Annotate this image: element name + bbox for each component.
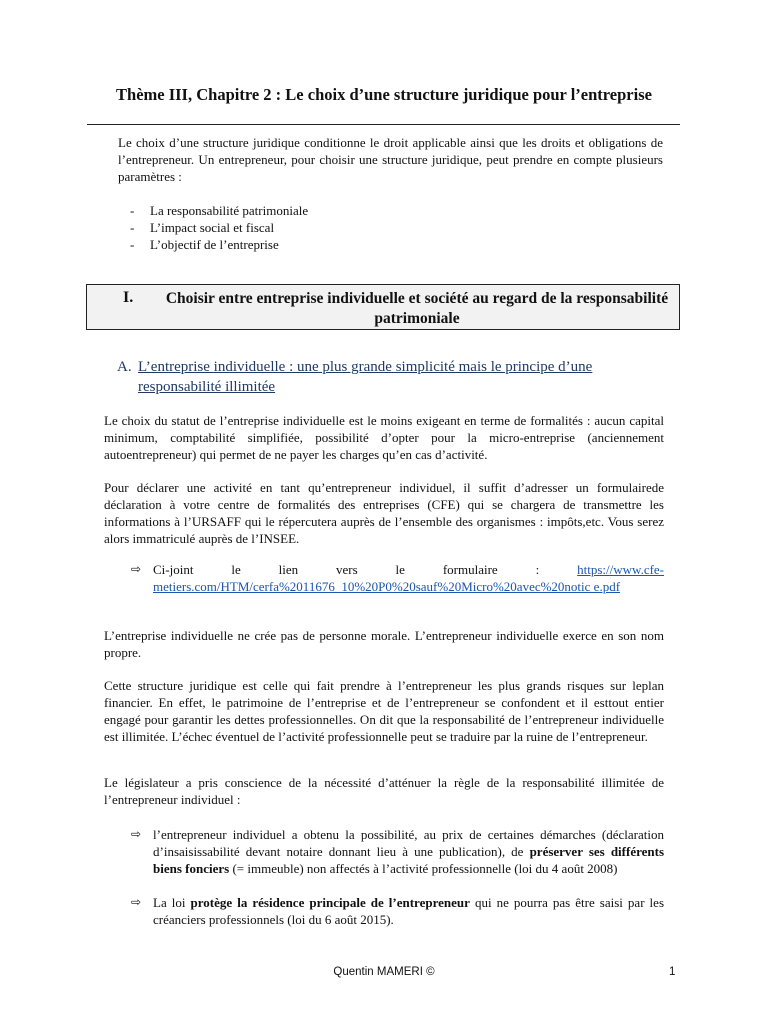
- form-link-start[interactable]: https://www.cfe-: [577, 562, 665, 577]
- paragraph-declaration: Pour déclarer une activité en tant qu’entrepreneur individuel, il suffit d’adresser un formulairede déclaration à votre centre de formalités des entreprises (CFE) qui se chargera de transmettre les informations à l’URSAFF qui le répercutera auprès de l’ensemble des organismes : impôts,etc. Vous serez alors immatriculé auprès de l’INSEE.: [104, 480, 664, 546]
- paragraph-formalities: Le choix du statut de l’entreprise individuelle est le moins exigeant en terme de formalités : aucun capital minimum, comptabilité simplifiée, possibilité d’opter pour la micro-entreprise (anciennement autoentrepreneur) qui permet de ne payer les charges qu’en cas d’activité.: [104, 413, 664, 462]
- intro-paragraph: Le choix d’une structure juridique conditionne le droit applicable ainsi que les droits et obligations de l’entrepreneur. Un entrepreneur, pour choisir une structure juridique, peut prendre en compte plusieurs paramètres :: [118, 135, 663, 184]
- paragraph-legal-person: L’entreprise individuelle ne crée pas de personne morale. L’entrepreneur individuelle exerce en son nom propre.: [104, 628, 664, 660]
- title-divider: [87, 124, 680, 125]
- page-number: 1: [669, 966, 676, 978]
- list-item: - L’objectif de l’entreprise: [130, 237, 279, 252]
- paragraph-risks: Cette structure juridique est celle qui fait prendre à l’entrepreneur les plus grands risques sur leplan financier. En effet, le patrimoine de l’entreprise et de l’entrepreneur se confondent et il esttout entier engagé pour garantir les dettes professionnelles. On dit que la responsabilité de l’entrepreneur individuelle est illimitée. L’échec éventuel de l’activité professionnelle peut se traduire par la ruine de l’entrepreneur.: [104, 678, 664, 744]
- link-prefix: Ci-joint le lien vers le formulaire :: [153, 562, 540, 577]
- document-page: Thème III, Chapitre 2 : Le choix d’une structure juridique pour l’entreprise Le choix d’une structure juridique conditionne le droit applicable ainsi que les droits et obligations de l’entrepreneur. Un entrepreneur, pour choisir une structure juridique, peut prendre en compte plusieurs paramètres : - La responsabilité patrimoniale - L’impact social et fiscal - L’objectif de l’entreprise I. Choisir entre entreprise individuelle et société au regard de la responsabilité patrimoniale A. L’entreprise individuelle : une plus grande simplicité mais le principe d’une responsabilité illimitée Le choix du statut de l’entreprise individuelle est le moins exigeant en terme de formalités : aucun capital minimum, comptabilité simplifiée, possibilité d’opter pour la micro-entreprise (anciennement autoentrepreneur) qui permet de ne payer les charges qu’en cas d’activité. Pour déclarer une activité en tant qu’entrepreneur individuel, il suffit d’adresser un formulairede déclaration à votre centre de formalités des entreprises (CFE) qui se chargera de transmettre les informations à l’URSAFF qui le répercutera auprès de l’ensemble des organismes : impôts,etc. Vous serez alors immatriculé auprès de l’INSEE. ⇨ Ci-joint le lien vers le formulaire : https://www.cfe- metiers.com/HTM/cerfa%2011676_10%20P0%20sauf%20Micro%20avec%20notic e.pdf L’entreprise individuelle ne crée pas de personne morale. L’entrepreneur individuelle exerce en son nom propre. Cette structure juridique est celle qui fait prendre à l’entrepreneur les plus grands risques sur leplan financier. En effet, le patrimoine de l’entreprise et de l’entrepreneur se confondent et il esttout entier engagé pour garantir les dettes professionnelles. On dit que la responsabilité de l’entrepreneur individuelle est illimitée. L’échec éventuel de l’activité professionnelle peut se traduire par la ruine de l’entrepreneur. Le législateur a pris conscience de la nécessité d’atténuer la règle de la responsabilité illimitée de l’entrepreneur individuel : ⇨ l’entrepreneur individuel a obtenu la possibilité, au prix de certaines démarches (déclaration d’insaisissabilité devant notaire donnant lieu à une publication), de préserver ses différents biens fonciers (= immeuble) non affectés à l’activité professionnelle (loi du 4 août 2008) ⇨ La loi protège la résidence principale de l’entrepreneur qui ne pourra pas être saisi par les créanciers professionnels (loi du 6 août 2015). Quentin MAMERI © 1: [0, 0, 768, 1024]
- bold-phrase: préserver ses différents biens fonciers: [153, 844, 665, 876]
- footer-author: Quentin MAMERI ©: [333, 966, 435, 978]
- subsection-label: A.: [117, 359, 132, 375]
- bold-phrase: protège la résidence principale de l’entrepreneur: [190, 895, 470, 910]
- arrow-right-icon: ⇨: [131, 827, 142, 841]
- parameter-list: [130, 202, 308, 253]
- section-title: Choisir entre entreprise individuelle et société au regard de la responsabilité patrimoniale: [165, 290, 669, 327]
- subsection-title: L’entreprise individuelle : une plus grande simplicité mais le principe d’une responsabilité illimitée: [138, 359, 593, 395]
- page-title: Thème III, Chapitre 2 : Le choix d’une structure juridique pour l’entreprise: [116, 85, 652, 104]
- arrow-right-icon: ⇨: [131, 895, 142, 909]
- paragraph-legislator: Le législateur a pris conscience de la nécessité d’atténuer la règle de la responsabilité illimitée de l’entrepreneur individuel :: [104, 775, 664, 807]
- form-link[interactable]: metiers.com/HTM/cerfa%2011676_10%20P0%20sauf%20Micro%20avec%20notic e.pdf: [153, 579, 621, 594]
- section-heading-box: [86, 284, 680, 330]
- list-item: - L’impact social et fiscal: [130, 220, 275, 235]
- section-number: I.: [123, 289, 134, 306]
- list-item: - La responsabilité patrimoniale: [130, 203, 309, 218]
- arrow-right-icon: ⇨: [131, 562, 142, 576]
